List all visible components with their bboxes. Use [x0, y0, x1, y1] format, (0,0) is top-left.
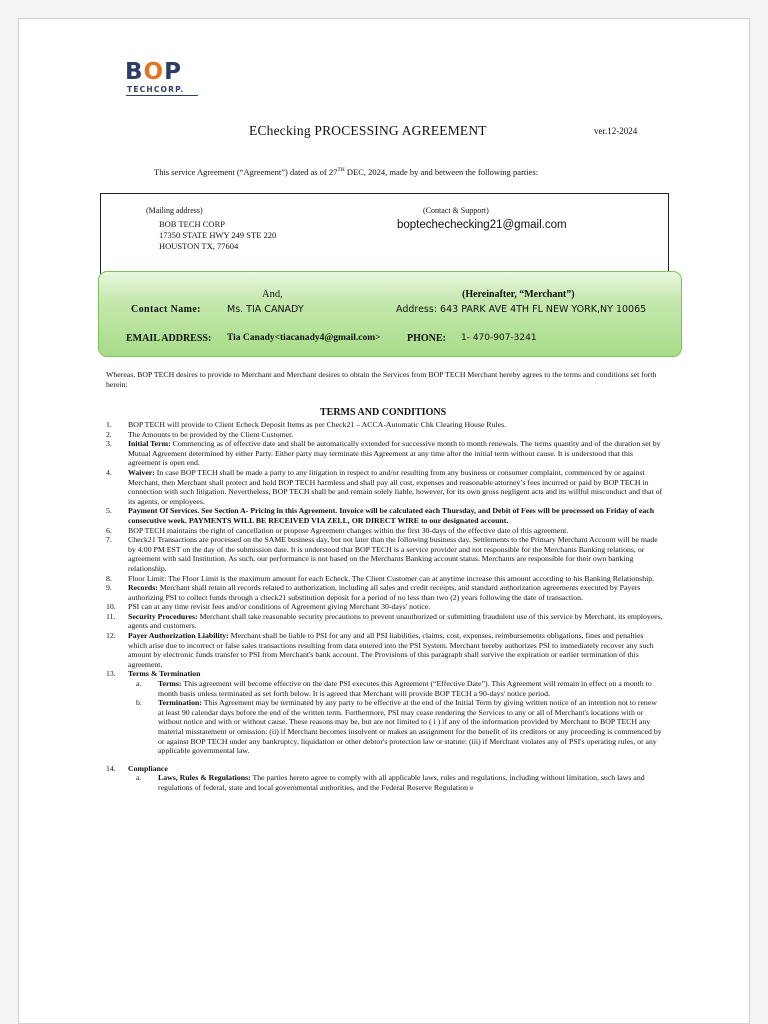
phone-label: PHONE:: [407, 333, 446, 344]
address-line: HOUSTON TX, 77604: [159, 241, 239, 251]
contact-email: boptechechecking21@gmail.com: [397, 219, 567, 231]
address-line: BOB TECH CORP: [159, 219, 225, 229]
merchant-info-box: [98, 271, 682, 357]
term-item: 7. Check21 Transactions are processed on the SAME business day, but not later than the following business day. Settlements to the Primary Merchant Account will be made by 4:00 PM EST on the day of the submission date. It is understood that BOP TECH is a service provider and not responsible for the Merchants Banking relations, or agreement with said Institution. As such, our performance is not based on the Merchants Banking account status. Merchants are responsible for their own banking relationship.: [106, 535, 658, 573]
and-label: And,: [262, 289, 283, 300]
bop-tech-logo: [125, 59, 215, 109]
term-item: 6. BOP TECH maintains the right of cancellation or propose Agreement changes within the first 30-days of the effective date of this agreement.: [106, 525, 569, 535]
term-item: 4. Waiver: In case BOP TECH shall be made a party to any litigation in respect to and/or resulting from any business or consumer complaint, commenced by or against Merchant, then Merchant shall protect and hold BOP TECH harmless and shall pay all cost, expenses and reasonable attorney’s fees incurred or paid by BOP TECH in connection with such litigation. Nevertheless, BOP TECH shall be and remain solely liable, however, for its own gross negligent acts and its willful misconduct and that of its agents, or employees.: [106, 467, 663, 506]
term-item: 10. PSI can at any time revisit fees and/or conditions of Agreement giving Merchant 30-days' notice.: [106, 602, 431, 612]
hereinafter-label: (Hereinafter, “Merchant”): [462, 289, 575, 300]
term-subitem: a. Laws, Rules & Regulations: The parties hereto agree to comply with all applicable laws, rules and regulations, including without limitation, such laws and regulations of federal, state and local governmental authorities, and the Federal Reserve Regulation e: [136, 773, 645, 792]
contact-support-label: (Contact & Support): [423, 206, 489, 215]
terms-heading: TERMS AND CONDITIONS: [320, 407, 447, 418]
spacer: [106, 756, 664, 764]
contact-name-label: Contact Name:: [131, 304, 201, 315]
address-line: 17350 STATE HWY 249 STE 220: [159, 230, 277, 240]
term-item: 5. Payment Of Services. See Section A- Pricing in this Agreement. Invoice will be calculated each Thursday, and Debit of Fees will be processed on Friday of each consecutive week. PAYMENTS WILL BE RECEIVED VIA ZELL, OR DIRECT WIRE to our designated account.: [106, 506, 655, 525]
version-label: ver.12-2024: [594, 126, 638, 136]
phone-value: 1- 470-907-3241: [461, 333, 537, 343]
mailing-address-label: (Mailing address): [146, 206, 203, 215]
contact-name-value: Ms. TIA CANADY: [227, 304, 304, 315]
term-item: 11. Security Procedures: Merchant shall take reasonable security precautions to prevent unauthorized or submitting fraudulent use of this service by Merchant, its employees, agents and customers.: [106, 611, 663, 631]
term-item: 2. The Amounts to be provided by the Client Customer.: [106, 429, 294, 439]
document-page: [18, 18, 750, 1024]
logo-underline: [126, 95, 198, 96]
term-item: 13. Terms & Termination: [106, 669, 201, 679]
term-item: 8. Floor Limit: The Floor Limit is the maximum amount for each Echeck. The Client Customer can at anytime increase this amount according to his Banking Relationship.: [106, 573, 655, 583]
whereas-paragraph: Whereas, BOP TECH desires to provide to Merchant and Merchant desires to obtain the Services from BOP TECH Merchant hereby agrees to the terms and conditions set forth herein:: [106, 370, 657, 389]
intro-sentence: This service Agreement (“Agreement”) dated as of 27TH DEC, 2024, made by and between the following parties:: [154, 167, 539, 177]
term-item: 1. BOP TECH will provide to Client Echeck Deposit Items as per Check21 – ACCA-Automatic Chk Clearing House Rules.: [106, 420, 507, 429]
term-item: 14. Compliance: [106, 763, 168, 773]
term-subitem: a. Terms: This agreement will become effective on the date PSI executes this Agreement (“Effective Date”). This Agreement will remain in effect on a month to month basis unless terminated as set forth below. It is agreed that Merchant will provide BOP TECH a 90-days' notice period.: [136, 679, 652, 698]
logo-wordmark: BOP: [125, 59, 182, 85]
term-item: 3. Initial Term: Commencing as of effective date and shall be automatically extended for successive month to month renewals. The terms quantity and of the duration set by Mutual Agreement determined by either Party. Either party may terminate this Agreement at any time after the initial term without cause. It is understood that this agreement is open end.: [106, 439, 661, 468]
email-address-value: Tia Canady<tiacanady4@gmail.com>: [227, 333, 381, 343]
email-address-label: EMAIL ADDRESS:: [126, 333, 212, 344]
term-subitem: b. Termination: This Agreement may be terminated by any party to be effective at the end of the Initial Term by giving written notice of an intention not to renew at least 90 calendar days before the end of the written term. Furthermore, PSI may cease rendering the Services to any or all of Merchant's locations with or without notice and with or without cause. These reasons may be, but are not limited to ( i ) if any of the information provided by Merchant to BOP TECH any material misstatement or omission: (ii) if Merchant becomes insolvent or makes an assignment for the benefit of its creditors or any proceeding is commenced by or against BOP TECH under any bankruptcy, liquidation or other debtor's protection law or statute: (iii) if Merchant violates any of PSI's operating rules, or any applicable governmental law.: [136, 698, 662, 756]
merchant-address: Address: 643 PARK AVE 4TH FL NEW YORK,NY 10065: [396, 304, 647, 315]
document-title: EChecking PROCESSING AGREEMENT: [249, 123, 487, 138]
logo-subtitle: TECHCORP.: [127, 85, 185, 94]
term-item: 9. Records: Merchant shall retain all records related to authorization, including all sales and credit receipts, and standard authorization agreements executed by Payers authorizing PSI to collect funds through a check21 substitution deposit for a period of no less than two (2) years following the date of transaction.: [106, 583, 641, 602]
terms-list: [106, 420, 664, 793]
term-item: 12. Payer Authorization Liability: Merchant shall be liable to PSI for any and all PSI liabilities, claims, cost, expenses, reimbursements obligations, fines and penalties which arise due to incorrect or false sales transactions resulting from data entered into the PSI System. Merchant hereby authorizes PSI to immediately recover any such amount by electronic funds transfer to PSI from Merchant's bank account. The Provisions of this paragraph shall survive the expiration or earlier termination of this agreement.: [106, 631, 654, 669]
